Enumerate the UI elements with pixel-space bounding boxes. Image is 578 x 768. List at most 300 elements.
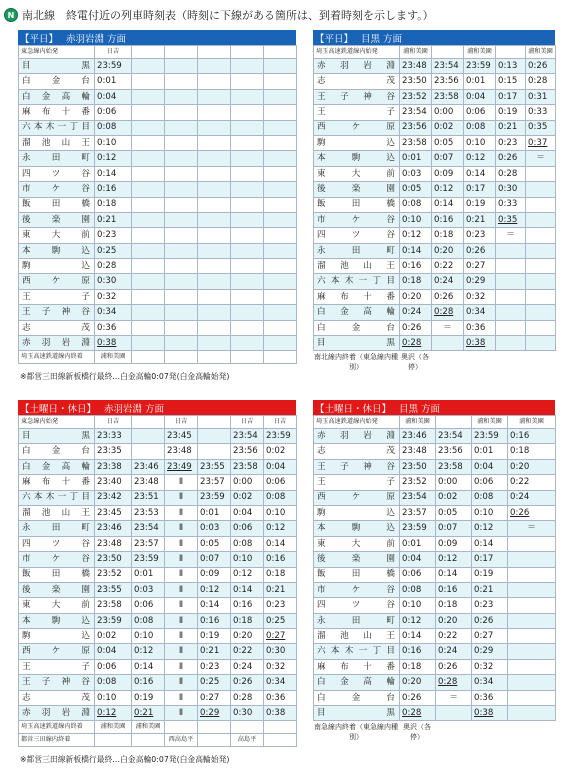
departure-time: [496, 243, 526, 258]
cell: 日吉: [264, 416, 297, 429]
cell: [496, 46, 526, 59]
departure-time: 0:24: [508, 490, 556, 505]
departure-time: 0:01: [464, 74, 496, 89]
departure-time: [264, 212, 297, 227]
departure-time: 23:54: [132, 521, 165, 536]
station-row: [314, 429, 556, 444]
departure-time: 0:01: [472, 444, 508, 459]
departure-time: 0:30: [95, 274, 132, 289]
departure-time: 0:06: [95, 659, 132, 674]
departure-time: 0:00: [436, 475, 472, 490]
departure-time: 23:58: [95, 598, 132, 613]
cell: [165, 721, 198, 734]
departure-time: 23:58: [436, 459, 472, 474]
departure-time: 0:10: [231, 552, 264, 567]
station-row: [19, 521, 297, 536]
departure-time: 0:10: [95, 135, 132, 150]
station-row: [19, 197, 297, 212]
departure-time: 23:52: [400, 89, 432, 104]
departure-time: [132, 89, 165, 104]
departure-time: 0:30: [231, 706, 264, 721]
departure-time: [496, 259, 526, 274]
row-label: 埼玉高速鉄道線内終着: [19, 351, 95, 364]
departure-time: 0:32: [95, 289, 132, 304]
departure-time: 23:48: [400, 444, 436, 459]
departure-time: 0:06: [132, 598, 165, 613]
departure-time: 0:30: [496, 182, 526, 197]
header-dir: 方面: [107, 33, 127, 45]
departure-time: 0:04: [231, 505, 264, 520]
departure-time: 23:48: [165, 444, 198, 459]
station-name: 飯田橋: [314, 567, 400, 582]
departure-time: [231, 74, 264, 89]
header-row: [19, 351, 297, 364]
departure-time: [132, 120, 165, 135]
departure-time: [132, 135, 165, 150]
footer-cell: 奥沢（各停）: [403, 723, 431, 741]
timetable-grid: [313, 415, 556, 721]
departure-time: 0:26: [464, 243, 496, 258]
header-dest: 目黒: [399, 403, 419, 415]
cell: 日吉: [231, 416, 264, 429]
departure-time: [264, 182, 297, 197]
station-name: 西ケ原: [314, 490, 400, 505]
departure-time: [132, 59, 165, 74]
departure-time: 0:33: [496, 197, 526, 212]
departure-time: [508, 536, 556, 551]
cell: 西高島平: [165, 734, 198, 747]
departure-time: 0:24: [436, 644, 472, 659]
departure-time: 23:54: [436, 429, 472, 444]
station-name: 飯田橋: [314, 197, 400, 212]
departure-time: 0:18: [264, 567, 297, 582]
departure-time: Ⅱ: [165, 536, 198, 551]
departure-time: 0:02: [264, 444, 297, 459]
departure-time: [165, 135, 198, 150]
station-row: [19, 212, 297, 227]
station-name: 溜池山王: [314, 629, 400, 644]
page-title: 南北線 終電付近の列車時刻表（時刻に下線がある箇所は、到着時刻を示します。）: [22, 9, 434, 22]
departure-time: 0:04: [400, 552, 436, 567]
station-row: [19, 166, 297, 181]
station-name: 後楽園: [314, 552, 400, 567]
departure-time: 0:21: [198, 644, 231, 659]
departure-time: 0:16: [436, 582, 472, 597]
departure-time: 0:27: [464, 259, 496, 274]
cell: 浦和美園: [132, 721, 165, 734]
station-name: 赤羽岩淵: [314, 429, 400, 444]
cell: 浦和美園: [400, 416, 436, 429]
header-dest: 目黒: [361, 33, 381, 45]
departure-time: [231, 243, 264, 258]
departure-time: 0:01: [400, 151, 432, 166]
footer-label: 南急線内終着（東急線内種別）: [314, 723, 398, 741]
station-name: 本駒込: [19, 243, 95, 258]
station-row: [314, 320, 556, 335]
cell: [264, 734, 297, 747]
station-name: 駒込: [19, 259, 95, 274]
departure-time: [132, 274, 165, 289]
departure-time: [132, 444, 165, 459]
departure-time: 23:59: [400, 521, 436, 536]
station-name: 後楽園: [19, 212, 95, 227]
departure-time: 0:36: [95, 320, 132, 335]
departure-time: [264, 120, 297, 135]
departure-time: 0:20: [231, 629, 264, 644]
departure-time: [165, 74, 198, 89]
departure-time: 0:01: [400, 536, 436, 551]
departure-time: 0:20: [432, 243, 464, 258]
station-name: 王子: [314, 475, 400, 490]
departure-time: 23:53: [132, 505, 165, 520]
departure-time: 0:26: [400, 320, 432, 335]
departure-time: 0:34: [472, 675, 508, 690]
timetable-grid: [313, 45, 556, 351]
departure-time: [526, 259, 556, 274]
departure-time: 0:28: [496, 166, 526, 181]
station-row: [19, 567, 297, 582]
departure-time: [264, 74, 297, 89]
departure-time: 23:48: [95, 536, 132, 551]
departure-time: [526, 212, 556, 227]
departure-time: 0:38: [264, 706, 297, 721]
departure-time: [508, 629, 556, 644]
station-name: 六本木一丁目: [314, 644, 400, 659]
departure-time: 0:01: [132, 567, 165, 582]
departure-time: 0:03: [132, 582, 165, 597]
station-name: 永田町: [314, 613, 400, 628]
departure-time: ＝: [436, 690, 472, 705]
departure-time: [165, 212, 198, 227]
departure-time: 0:16: [198, 613, 231, 628]
departure-time: 0:08: [464, 120, 496, 135]
departure-time: [165, 289, 198, 304]
departure-time: 0:06: [464, 105, 496, 120]
departure-time: [198, 197, 231, 212]
departure-time: 0:36: [464, 320, 496, 335]
departure-time: [508, 567, 556, 582]
station-name: 目黒: [314, 336, 400, 351]
departure-time: 23:40: [95, 475, 132, 490]
departure-time: 0:17: [464, 182, 496, 197]
station-name: 白金台: [19, 74, 95, 89]
departure-time: 0:28: [436, 675, 472, 690]
station-name: 四ツ谷: [314, 228, 400, 243]
station-name: 東大前: [19, 228, 95, 243]
departure-time: 0:08: [472, 490, 508, 505]
departure-time: 0:16: [432, 212, 464, 227]
departure-time: 0:31: [526, 89, 556, 104]
departure-time: 0:27: [264, 629, 297, 644]
departure-time: 23:52: [95, 567, 132, 582]
station-name: 四ツ谷: [314, 598, 400, 613]
namboku-line-logo-icon: N: [4, 8, 18, 22]
departure-time: [198, 166, 231, 181]
station-row: [314, 690, 556, 705]
station-row: [314, 613, 556, 628]
station-row: [314, 166, 556, 181]
station-row: [19, 89, 297, 104]
departure-time: [198, 151, 231, 166]
departure-time: 0:20: [436, 613, 472, 628]
station-name: 溜池山王: [314, 259, 400, 274]
departure-time: 0:38: [95, 336, 132, 351]
departure-time: [264, 166, 297, 181]
departure-time: 0:18: [508, 444, 556, 459]
station-name: 王子神谷: [314, 459, 400, 474]
departure-time: [231, 120, 264, 135]
station-name: 四ツ谷: [19, 536, 95, 551]
departure-time: 0:08: [400, 197, 432, 212]
header-day: 【平日】: [315, 33, 354, 45]
station-row: [314, 675, 556, 690]
departure-time: Ⅱ: [165, 629, 198, 644]
departure-time: 23:54: [400, 105, 432, 120]
station-row: [19, 289, 297, 304]
departure-time: 23:48: [400, 59, 432, 74]
departure-time: [198, 74, 231, 89]
departure-time: [198, 135, 231, 150]
departure-time: [231, 105, 264, 120]
cell: [264, 721, 297, 734]
departure-time: [198, 212, 231, 227]
departure-time: 0:21: [95, 212, 132, 227]
station-name: 志茂: [19, 320, 95, 335]
departure-time: 0:16: [231, 598, 264, 613]
departure-time: [264, 105, 297, 120]
departure-time: 0:23: [472, 598, 508, 613]
cell: 浦和美園: [464, 46, 496, 59]
departure-time: 0:02: [432, 120, 464, 135]
station-name: 赤羽岩淵: [314, 59, 400, 74]
departure-time: [132, 320, 165, 335]
station-name: 飯田橋: [19, 197, 95, 212]
departure-time: [132, 151, 165, 166]
departure-time: [198, 89, 231, 104]
departure-time: 0:12: [95, 151, 132, 166]
departure-time: 0:23: [464, 228, 496, 243]
cell: [198, 734, 231, 747]
station-row: [314, 490, 556, 505]
row-label: 埼玉高速鉄道線内始発: [314, 46, 400, 59]
station-name: 溜池山王: [19, 135, 95, 150]
departure-time: Ⅱ: [165, 567, 198, 582]
departure-time: 0:12: [400, 613, 436, 628]
station-row: [314, 135, 556, 150]
departure-time: [508, 582, 556, 597]
departure-time: 23:58: [400, 135, 432, 150]
departure-time: Ⅱ: [165, 490, 198, 505]
departure-time: [132, 259, 165, 274]
departure-time: 0:29: [472, 644, 508, 659]
departure-time: 0:23: [264, 598, 297, 613]
departure-time: 0:14: [432, 197, 464, 212]
departure-time: 0:17: [496, 89, 526, 104]
timetable-header: [18, 30, 296, 45]
station-name: 本駒込: [314, 151, 400, 166]
station-name: 王子神谷: [19, 305, 95, 320]
departure-time: 23:54: [400, 490, 436, 505]
station-row: [19, 706, 297, 721]
station-row: [314, 582, 556, 597]
station-name: 永田町: [19, 151, 95, 166]
departure-time: 0:18: [436, 598, 472, 613]
departure-time: 0:37: [526, 135, 556, 150]
timetable-holiday-meguro: [313, 400, 555, 749]
cell: 浦和美園: [508, 416, 556, 429]
departure-time: Ⅱ: [165, 582, 198, 597]
station-row: [314, 505, 556, 520]
station-row: [314, 259, 556, 274]
departure-time: 0:18: [400, 274, 432, 289]
station-name: 白金高輪: [314, 305, 400, 320]
departure-time: [231, 228, 264, 243]
departure-time: [198, 243, 231, 258]
cell: [231, 351, 264, 364]
departure-time: 0:25: [95, 243, 132, 258]
departure-time: 0:08: [264, 490, 297, 505]
departure-time: 0:21: [496, 120, 526, 135]
departure-time: [526, 289, 556, 304]
departure-time: [132, 74, 165, 89]
timetable-grid: [18, 45, 297, 364]
departure-time: 0:09: [432, 166, 464, 181]
departure-time: 0:04: [464, 89, 496, 104]
departure-time: [165, 259, 198, 274]
departure-time: 0:32: [264, 659, 297, 674]
header-dir: 方面: [145, 403, 165, 415]
departure-time: 0:22: [231, 644, 264, 659]
departure-time: 0:23: [496, 135, 526, 150]
departure-time: [508, 659, 556, 674]
station-name: 六本木一丁目: [314, 274, 400, 289]
timetable-weekday-meguro: [313, 30, 555, 379]
departure-time: 0:12: [472, 521, 508, 536]
departure-time: [165, 305, 198, 320]
departure-time: 0:28: [432, 305, 464, 320]
departure-time: 0:16: [95, 182, 132, 197]
departure-time: [231, 166, 264, 181]
departure-time: 23:56: [432, 74, 464, 89]
departure-time: 0:36: [264, 690, 297, 705]
departure-time: 23:56: [436, 444, 472, 459]
departure-time: [508, 552, 556, 567]
departure-time: 23:45: [165, 429, 198, 444]
departure-time: 0:00: [231, 475, 264, 490]
departure-time: 0:08: [231, 536, 264, 551]
station-row: [314, 521, 556, 536]
timetable-holiday-akabane: [18, 400, 296, 747]
departure-time: 23:57: [132, 536, 165, 551]
station-name: 市ケ谷: [19, 552, 95, 567]
station-row: [19, 613, 297, 628]
cell: 浦和美園: [95, 351, 132, 364]
departure-time: 23:57: [400, 505, 436, 520]
departure-time: [526, 274, 556, 289]
header-dir: 方面: [421, 403, 441, 415]
departure-time: 0:10: [400, 598, 436, 613]
departure-time: [264, 243, 297, 258]
departure-time: Ⅱ: [165, 690, 198, 705]
header-dest: 赤羽岩淵: [104, 403, 143, 415]
station-name: 王子神谷: [314, 89, 400, 104]
departure-time: 0:18: [432, 228, 464, 243]
departure-time: [231, 305, 264, 320]
departure-time: 0:18: [400, 659, 436, 674]
station-row: [314, 552, 556, 567]
timetable-grid: [18, 415, 297, 747]
cell: [132, 351, 165, 364]
header-row: [19, 734, 297, 747]
station-name: 白金台: [19, 444, 95, 459]
departure-time: 0:28: [400, 336, 432, 351]
departure-time: [165, 274, 198, 289]
header-row: [314, 46, 556, 59]
departure-time: Ⅱ: [165, 706, 198, 721]
station-name: 市ケ谷: [19, 182, 95, 197]
departure-time: 0:16: [264, 552, 297, 567]
departure-time: 0:28: [95, 259, 132, 274]
departure-time: 23:58: [231, 459, 264, 474]
weekday-note: ※都営三田線新板橋行最終…白金高輪0:07発(白金高輪始発): [20, 372, 230, 381]
departure-time: [165, 182, 198, 197]
station-row: [19, 444, 297, 459]
departure-time: 0:18: [231, 613, 264, 628]
row-label: 都営三田線内終着: [19, 734, 95, 747]
departure-time: 0:19: [472, 567, 508, 582]
departure-time: [198, 444, 231, 459]
departure-time: [165, 151, 198, 166]
departure-time: 0:22: [432, 259, 464, 274]
timetable-weekday-akabane: [18, 30, 296, 364]
departure-time: 0:10: [464, 135, 496, 150]
station-row: [19, 429, 297, 444]
station-row: [19, 135, 297, 150]
station-row: [19, 105, 297, 120]
departure-time: 0:14: [95, 166, 132, 181]
row-label: 東急線内始発: [19, 416, 95, 429]
departure-time: 0:28: [526, 74, 556, 89]
station-row: [314, 659, 556, 674]
departure-time: [132, 228, 165, 243]
station-name: 赤羽岩淵: [19, 706, 95, 721]
departure-time: Ⅱ: [165, 598, 198, 613]
departure-time: [231, 151, 264, 166]
departure-time: [198, 182, 231, 197]
station-row: [19, 475, 297, 490]
cell: [198, 416, 231, 429]
station-row: [19, 305, 297, 320]
departure-time: [198, 274, 231, 289]
departure-time: 0:06: [472, 475, 508, 490]
departure-time: 0:08: [95, 675, 132, 690]
departure-time: 23:48: [132, 475, 165, 490]
station-row: [19, 274, 297, 289]
departure-time: [231, 259, 264, 274]
departure-time: [165, 105, 198, 120]
station-name: 永田町: [19, 521, 95, 536]
departure-time: 0:26: [508, 505, 556, 520]
cell: 高島平: [231, 734, 264, 747]
departure-time: 23:59: [132, 552, 165, 567]
station-name: 白金台: [314, 320, 400, 335]
cell: [198, 46, 231, 59]
departure-time: [231, 135, 264, 150]
departure-time: [526, 228, 556, 243]
departure-time: [165, 320, 198, 335]
departure-time: [231, 59, 264, 74]
departure-time: [165, 228, 198, 243]
